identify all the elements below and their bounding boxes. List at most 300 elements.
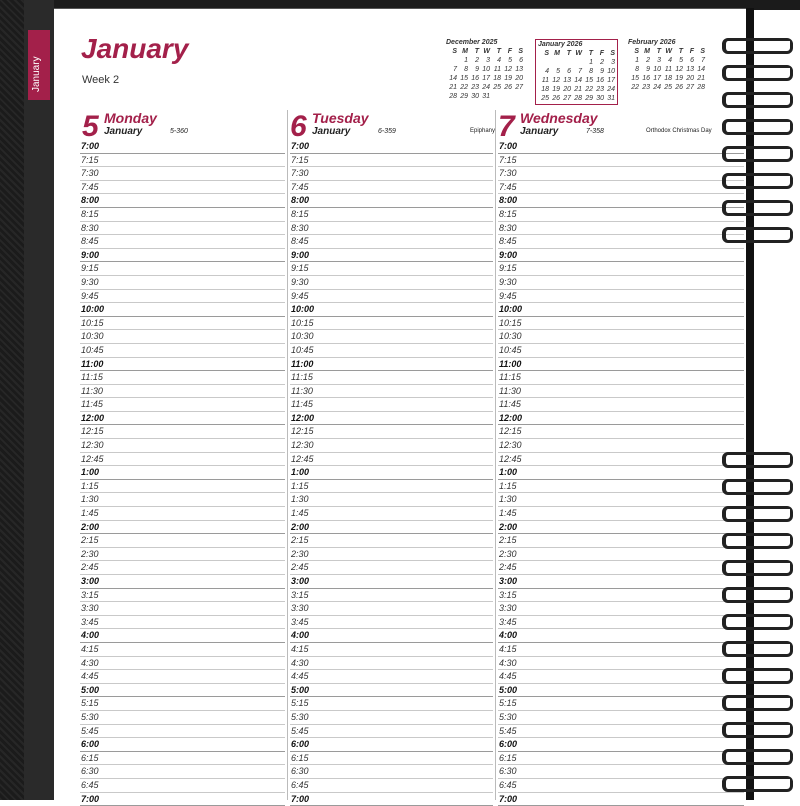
time-slot-row[interactable]: 8:45 [498, 235, 744, 249]
time-slot-row[interactable]: 4:45 [498, 670, 744, 684]
time-slot-row[interactable]: 10:15 [290, 317, 493, 331]
time-slot-row[interactable]: 4:00 [290, 629, 493, 643]
time-slot-row[interactable]: 4:00 [80, 629, 285, 643]
mini-calendar-date: 11 [661, 65, 672, 74]
time-slot-row[interactable]: 4:15 [290, 643, 493, 657]
mini-calendar-date: 15 [628, 74, 639, 83]
time-slot-row[interactable]: 5:30 [498, 711, 744, 725]
time-slot-row[interactable]: 2:00 [290, 521, 493, 535]
mini-calendar-date: 6 [512, 56, 523, 65]
mini-calendar-date [549, 58, 560, 67]
time-slot-row[interactable]: 1:30 [80, 493, 285, 507]
time-slot-row[interactable]: 5:00 [80, 684, 285, 698]
weekday-initial: W [571, 49, 582, 58]
time-slot-row[interactable]: 7:45 [498, 181, 744, 195]
time-slot-row[interactable]: 11:45 [498, 398, 744, 412]
mini-calendar-date: 27 [683, 83, 694, 92]
time-slot-row[interactable]: 8:30 [498, 222, 744, 236]
mini-calendar-date: 17 [650, 74, 661, 83]
time-slot-row[interactable]: 12:45 [290, 453, 493, 467]
time-slot-row[interactable]: 6:30 [80, 765, 285, 779]
time-slot-row[interactable]: 2:30 [80, 548, 285, 562]
binding-ring [716, 38, 792, 50]
mini-calendar-date: 9 [468, 65, 479, 74]
time-slot-row[interactable]: 7:00 [498, 140, 744, 154]
time-slot-row[interactable]: 9:30 [498, 276, 744, 290]
time-slot-row[interactable]: 9:45 [80, 290, 285, 304]
time-slot-row[interactable]: 4:30 [498, 657, 744, 671]
time-slot-row[interactable]: 11:00 [80, 358, 285, 372]
schedule-column-monday[interactable] [80, 140, 285, 806]
mini-calendar-date: 11 [490, 65, 501, 74]
time-slot-row[interactable]: 2:00 [80, 521, 285, 535]
mini-calendar-date: 19 [672, 74, 683, 83]
time-slot-row[interactable]: 9:15 [290, 262, 493, 276]
mini-calendar-date: 27 [560, 94, 571, 103]
day-month: January [312, 126, 350, 137]
time-slot-row[interactable]: 8:30 [80, 222, 285, 236]
weekday-initial: M [549, 49, 560, 58]
binding-ring [716, 668, 792, 680]
time-slot-row[interactable]: 5:30 [80, 711, 285, 725]
mini-calendar-date: 26 [672, 83, 683, 92]
time-slot-row[interactable]: 5:45 [80, 725, 285, 739]
mini-calendar-date: 5 [501, 56, 512, 65]
time-slot-row[interactable]: 7:00 [80, 793, 285, 806]
time-slot-row[interactable]: 6:45 [80, 779, 285, 793]
time-slot-row[interactable]: 5:45 [290, 725, 493, 739]
time-slot-row[interactable]: 4:30 [290, 657, 493, 671]
mini-calendar-date: 3 [479, 56, 490, 65]
time-slot-row[interactable]: 6:30 [498, 765, 744, 779]
week-label: Week 2 [82, 74, 119, 86]
mini-calendar-date: 20 [512, 74, 523, 83]
day-count: 6-359 [378, 128, 396, 135]
time-slot-row[interactable]: 2:45 [80, 561, 285, 575]
mini-calendar-date: 1 [457, 56, 468, 65]
weekday-initial: F [501, 47, 512, 56]
mini-calendar-date: 18 [538, 85, 549, 94]
mini-calendar-date: 24 [479, 83, 490, 92]
mini-calendar-date: 1 [582, 58, 593, 67]
mini-calendar-date: 14 [571, 76, 582, 85]
time-slot-row[interactable]: 3:15 [80, 589, 285, 603]
time-slot-row[interactable]: 11:15 [498, 371, 744, 385]
mini-calendar-date: 24 [650, 83, 661, 92]
time-slot-row[interactable]: 6:45 [290, 779, 493, 793]
time-slot-row[interactable]: 10:00 [290, 303, 493, 317]
mini-calendar-date: 4 [538, 67, 549, 76]
mini-calendar-date: 23 [468, 83, 479, 92]
mini-calendar-date: 4 [490, 56, 501, 65]
time-slot-row[interactable]: 1:45 [498, 507, 744, 521]
mini-calendar-date: 25 [490, 83, 501, 92]
time-slot-row[interactable]: 9:30 [290, 276, 493, 290]
day-count: 5-360 [170, 128, 188, 135]
time-slot-row[interactable]: 1:30 [290, 493, 493, 507]
month-tab[interactable] [28, 30, 50, 100]
time-slot-row[interactable]: 2:30 [290, 548, 493, 562]
time-slot-row[interactable]: 10:30 [80, 330, 285, 344]
mini-calendar-date: 24 [604, 85, 615, 94]
time-slot-row[interactable]: 6:15 [498, 752, 744, 766]
time-slot-row[interactable]: 7:15 [80, 154, 285, 168]
time-slot-row[interactable]: 4:15 [80, 643, 285, 657]
mini-calendar-date [512, 92, 523, 101]
day-name: Monday [104, 110, 157, 126]
mini-calendar-date: 18 [661, 74, 672, 83]
mini-calendar-date: 1 [628, 56, 639, 65]
time-slot-row[interactable]: 7:00 [80, 140, 285, 154]
binding-rings-bottom [716, 452, 792, 803]
mini-calendar-date: 10 [479, 65, 490, 74]
time-slot-row[interactable]: 7:00 [290, 793, 493, 806]
weekday-initial: T [490, 47, 501, 56]
mini-calendar-date: 23 [593, 85, 604, 94]
time-slot-row[interactable]: 1:15 [80, 480, 285, 494]
time-slot-row[interactable]: 8:15 [80, 208, 285, 222]
time-slot-row[interactable]: 1:00 [290, 466, 493, 480]
time-slot-row[interactable]: 1:00 [80, 466, 285, 480]
mini-calendar-date: 12 [501, 65, 512, 74]
mini-calendar-date [501, 92, 512, 101]
time-slot-row[interactable]: 1:00 [498, 466, 744, 480]
time-slot-row[interactable]: 5:00 [290, 684, 493, 698]
time-slot-row[interactable]: 10:15 [498, 317, 744, 331]
mini-calendar-date: 28 [446, 92, 457, 101]
time-slot-row[interactable]: 7:45 [290, 181, 493, 195]
time-slot-row[interactable]: 8:15 [498, 208, 744, 222]
time-slot-row[interactable]: 1:45 [290, 507, 493, 521]
mini-calendar-date: 2 [593, 58, 604, 67]
time-slot-row[interactable]: 12:30 [498, 439, 744, 453]
time-slot-row[interactable]: 3:30 [80, 602, 285, 616]
mini-calendar-date: 27 [512, 83, 523, 92]
mini-calendar-date: 14 [446, 74, 457, 83]
time-slot-row[interactable]: 8:45 [290, 235, 493, 249]
binding-ring [716, 200, 792, 212]
mini-calendar-date: 19 [549, 85, 560, 94]
mini-calendar-date: 12 [549, 76, 560, 85]
mini-calendar-date: 28 [571, 94, 582, 103]
time-slot-row[interactable]: 5:15 [290, 697, 493, 711]
time-slot-row[interactable]: 8:45 [80, 235, 285, 249]
mini-calendar-date: 5 [672, 56, 683, 65]
time-slot-row[interactable]: 12:00 [80, 412, 285, 426]
mini-calendar-date: 17 [479, 74, 490, 83]
time-slot-row[interactable]: 11:00 [498, 358, 744, 372]
time-slot-row[interactable]: 10:30 [290, 330, 493, 344]
mini-calendar-date: 29 [457, 92, 468, 101]
time-slot-row[interactable]: 12:00 [290, 412, 493, 426]
time-slot-row[interactable]: 7:15 [290, 154, 493, 168]
time-slot-row[interactable]: 8:00 [80, 194, 285, 208]
time-slot-row[interactable]: 5:15 [498, 697, 744, 711]
time-slot-row[interactable]: 5:30 [290, 711, 493, 725]
mini-calendar-date: 22 [582, 85, 593, 94]
time-slot-row[interactable]: 7:00 [498, 793, 744, 806]
time-slot-row[interactable]: 3:45 [290, 616, 493, 630]
binding-ring [716, 119, 792, 131]
time-slot-row[interactable]: 12:30 [80, 439, 285, 453]
time-slot-row[interactable]: 8:15 [290, 208, 493, 222]
time-slot-row[interactable]: 11:30 [80, 385, 285, 399]
time-slot-row[interactable]: 4:30 [80, 657, 285, 671]
time-slot-row[interactable]: 7:30 [498, 167, 744, 181]
time-slot-row[interactable]: 7:30 [290, 167, 493, 181]
mini-calendar-date: 26 [501, 83, 512, 92]
mini-calendar-date: 4 [661, 56, 672, 65]
time-slot-row[interactable]: 12:15 [290, 425, 493, 439]
mini-calendar-date: 10 [650, 65, 661, 74]
mini-calendar-date: 26 [549, 94, 560, 103]
time-slot-row[interactable]: 11:45 [80, 398, 285, 412]
mini-calendar-date [446, 56, 457, 65]
time-slot-row[interactable]: 6:00 [498, 738, 744, 752]
mini-calendar-date: 28 [694, 83, 705, 92]
time-slot-row[interactable]: 2:30 [498, 548, 744, 562]
time-slot-row[interactable]: 12:15 [498, 425, 744, 439]
mini-calendar-date: 10 [604, 67, 615, 76]
time-slot-row[interactable]: 8:30 [290, 222, 493, 236]
binding-ring [716, 560, 792, 572]
time-slot-row[interactable]: 8:00 [498, 194, 744, 208]
time-slot-row[interactable]: 1:45 [80, 507, 285, 521]
mini-calendar-date: 25 [661, 83, 672, 92]
time-slot-row[interactable]: 4:45 [80, 670, 285, 684]
time-slot-row[interactable]: 6:30 [290, 765, 493, 779]
time-slot-row[interactable]: 9:00 [290, 249, 493, 263]
weekday-initial: F [683, 47, 694, 56]
time-slot-row[interactable]: 12:45 [498, 453, 744, 467]
binding-ring [716, 92, 792, 104]
time-slot-row[interactable]: 11:00 [290, 358, 493, 372]
binding-ring [716, 587, 792, 599]
time-slot-row[interactable]: 1:15 [290, 480, 493, 494]
time-slot-row[interactable]: 10:30 [498, 330, 744, 344]
weekday-initial: M [639, 47, 650, 56]
binding-ring [716, 173, 792, 185]
time-slot-row[interactable]: 6:15 [290, 752, 493, 766]
mini-calendar-date [560, 58, 571, 67]
mini-calendar-date: 5 [549, 67, 560, 76]
weekday-initial: S [512, 47, 523, 56]
mini-calendar-date [538, 58, 549, 67]
mini-calendar-date: 31 [604, 94, 615, 103]
time-slot-row[interactable]: 8:00 [290, 194, 493, 208]
time-slot-row[interactable]: 3:45 [80, 616, 285, 630]
time-slot-row[interactable]: 9:15 [80, 262, 285, 276]
mini-calendar-date: 3 [650, 56, 661, 65]
time-slot-row[interactable]: 12:15 [80, 425, 285, 439]
day-name: Wednesday [520, 110, 598, 126]
time-slot-row[interactable]: 6:00 [290, 738, 493, 752]
mini-calendar-date: 12 [672, 65, 683, 74]
time-slot-row[interactable]: 2:00 [498, 521, 744, 535]
binding-rings-top [716, 38, 792, 254]
mini-calendar-prev [446, 39, 523, 101]
mini-calendar-date: 9 [593, 67, 604, 76]
time-slot-row[interactable]: 1:30 [498, 493, 744, 507]
weekday-initial: T [560, 49, 571, 58]
binding-ring [716, 722, 792, 734]
time-slot-row[interactable]: 3:00 [80, 575, 285, 589]
mini-calendar-date: 19 [501, 74, 512, 83]
time-slot-row[interactable]: 9:00 [498, 249, 744, 263]
mini-calendar-date: 13 [512, 65, 523, 74]
mini-calendar-date: 18 [490, 74, 501, 83]
time-slot-row[interactable]: 3:00 [498, 575, 744, 589]
binding-ring [716, 614, 792, 626]
mini-calendar-date: 14 [694, 65, 705, 74]
day-month: January [104, 126, 142, 137]
time-slot-row[interactable]: 11:15 [290, 371, 493, 385]
time-slot-row[interactable]: 2:15 [498, 534, 744, 548]
mini-calendar-date: 6 [560, 67, 571, 76]
cover-edge [24, 0, 54, 800]
weekday-initial: T [650, 47, 661, 56]
day-count: 7-358 [586, 128, 604, 135]
mini-calendar-date: 31 [479, 92, 490, 101]
time-slot-row[interactable]: 9:45 [498, 290, 744, 304]
time-slot-row[interactable]: 9:00 [80, 249, 285, 263]
mini-calendar-date: 15 [582, 76, 593, 85]
time-slot-row[interactable]: 9:15 [498, 262, 744, 276]
mini-calendar-date [571, 58, 582, 67]
binding-ring [716, 533, 792, 545]
time-slot-row[interactable]: 9:30 [80, 276, 285, 290]
time-slot-row[interactable]: 5:45 [498, 725, 744, 739]
binding-ring [716, 506, 792, 518]
column-divider [287, 110, 288, 800]
mini-calendar-date: 30 [593, 94, 604, 103]
time-slot-row[interactable]: 9:45 [290, 290, 493, 304]
binding-ring [716, 776, 792, 788]
time-slot-row[interactable]: 10:15 [80, 317, 285, 331]
time-slot-row[interactable]: 3:15 [290, 589, 493, 603]
time-slot-row[interactable]: 5:15 [80, 697, 285, 711]
mini-calendar-date: 21 [571, 85, 582, 94]
time-slot-row[interactable]: 11:15 [80, 371, 285, 385]
mini-calendar-current [535, 39, 618, 105]
holiday-label: Epiphany [470, 128, 495, 134]
time-slot-row[interactable]: 12:45 [80, 453, 285, 467]
mini-calendar-date: 20 [683, 74, 694, 83]
holiday-label: Orthodox Christmas Day [646, 128, 712, 134]
mini-calendar-date: 7 [571, 67, 582, 76]
weekday-initial: W [479, 47, 490, 56]
time-slot-row[interactable]: 11:30 [290, 385, 493, 399]
time-slot-row[interactable]: 2:15 [80, 534, 285, 548]
mini-calendar-date: 22 [457, 83, 468, 92]
time-slot-row[interactable]: 10:45 [80, 344, 285, 358]
time-slot-row[interactable]: 11:45 [290, 398, 493, 412]
mini-calendar-date: 6 [683, 56, 694, 65]
mini-calendar-date: 16 [639, 74, 650, 83]
mini-calendar-title: February 2026 [628, 39, 705, 46]
binding-ring [716, 749, 792, 761]
time-slot-row[interactable]: 10:45 [290, 344, 493, 358]
binding-ring [716, 452, 792, 464]
time-slot-row[interactable]: 1:15 [498, 480, 744, 494]
time-slot-row[interactable]: 6:45 [498, 779, 744, 793]
weekday-initial: W [661, 47, 672, 56]
day-number: 6 [290, 110, 307, 144]
weekday-initial: S [604, 49, 615, 58]
time-slot-row[interactable]: 7:45 [80, 181, 285, 195]
time-slot-row[interactable]: 3:00 [290, 575, 493, 589]
time-slot-row[interactable]: 3:15 [498, 589, 744, 603]
day-number: 5 [82, 110, 99, 144]
mini-calendar-date: 11 [538, 76, 549, 85]
schedule-column-wednesday[interactable] [498, 140, 744, 806]
mini-calendar-date: 8 [457, 65, 468, 74]
mini-calendar-date: 13 [683, 65, 694, 74]
time-slot-row[interactable]: 5:00 [498, 684, 744, 698]
schedule-column-tuesday[interactable] [290, 140, 493, 806]
time-slot-row[interactable]: 10:00 [80, 303, 285, 317]
mini-calendar-date: 13 [560, 76, 571, 85]
time-slot-row[interactable]: 4:00 [498, 629, 744, 643]
mini-calendar-date: 16 [468, 74, 479, 83]
mini-calendar-date: 30 [468, 92, 479, 101]
day-month: January [520, 126, 558, 137]
time-slot-row[interactable]: 7:00 [290, 140, 493, 154]
mini-calendar-date: 21 [694, 74, 705, 83]
time-slot-row[interactable]: 10:45 [498, 344, 744, 358]
mini-calendar-date: 2 [468, 56, 479, 65]
time-slot-row[interactable]: 4:45 [290, 670, 493, 684]
mini-calendar-date: 3 [604, 58, 615, 67]
mini-calendar-title: December 2025 [446, 39, 523, 46]
mini-calendar-date: 25 [538, 94, 549, 103]
weekday-initial: S [694, 47, 705, 56]
time-slot-row[interactable]: 4:15 [498, 643, 744, 657]
mini-calendar-date: 20 [560, 85, 571, 94]
time-slot-row[interactable]: 3:45 [498, 616, 744, 630]
time-slot-row[interactable]: 7:30 [80, 167, 285, 181]
mini-calendar-date: 7 [694, 56, 705, 65]
day-number: 7 [498, 110, 515, 144]
time-slot-row[interactable]: 3:30 [498, 602, 744, 616]
time-slot-row[interactable]: 10:00 [498, 303, 744, 317]
mini-calendar-date: 22 [628, 83, 639, 92]
time-slot-row[interactable]: 2:45 [290, 561, 493, 575]
time-slot-row[interactable]: 6:15 [80, 752, 285, 766]
mini-calendar-date: 8 [628, 65, 639, 74]
mini-calendar-next [628, 39, 705, 92]
mini-calendar-date: 2 [639, 56, 650, 65]
weekday-initial: M [457, 47, 468, 56]
mini-calendar-title: January 2026 [538, 41, 615, 48]
mini-calendar-date: 23 [639, 83, 650, 92]
mini-calendar-date: 21 [446, 83, 457, 92]
mini-calendar-date: 16 [593, 76, 604, 85]
time-slot-row[interactable]: 12:30 [290, 439, 493, 453]
binding-ring [716, 695, 792, 707]
binding-ring [716, 227, 792, 239]
time-slot-row[interactable]: 2:45 [498, 561, 744, 575]
time-slot-row[interactable]: 2:15 [290, 534, 493, 548]
time-slot-row[interactable]: 6:00 [80, 738, 285, 752]
weekday-initial: T [582, 49, 593, 58]
time-slot-row[interactable]: 12:00 [498, 412, 744, 426]
day-name: Tuesday [312, 110, 369, 126]
time-slot-row[interactable]: 7:15 [498, 154, 744, 168]
time-slot-row[interactable]: 11:30 [498, 385, 744, 399]
weekday-initial: F [593, 49, 604, 58]
time-slot-row[interactable]: 3:30 [290, 602, 493, 616]
